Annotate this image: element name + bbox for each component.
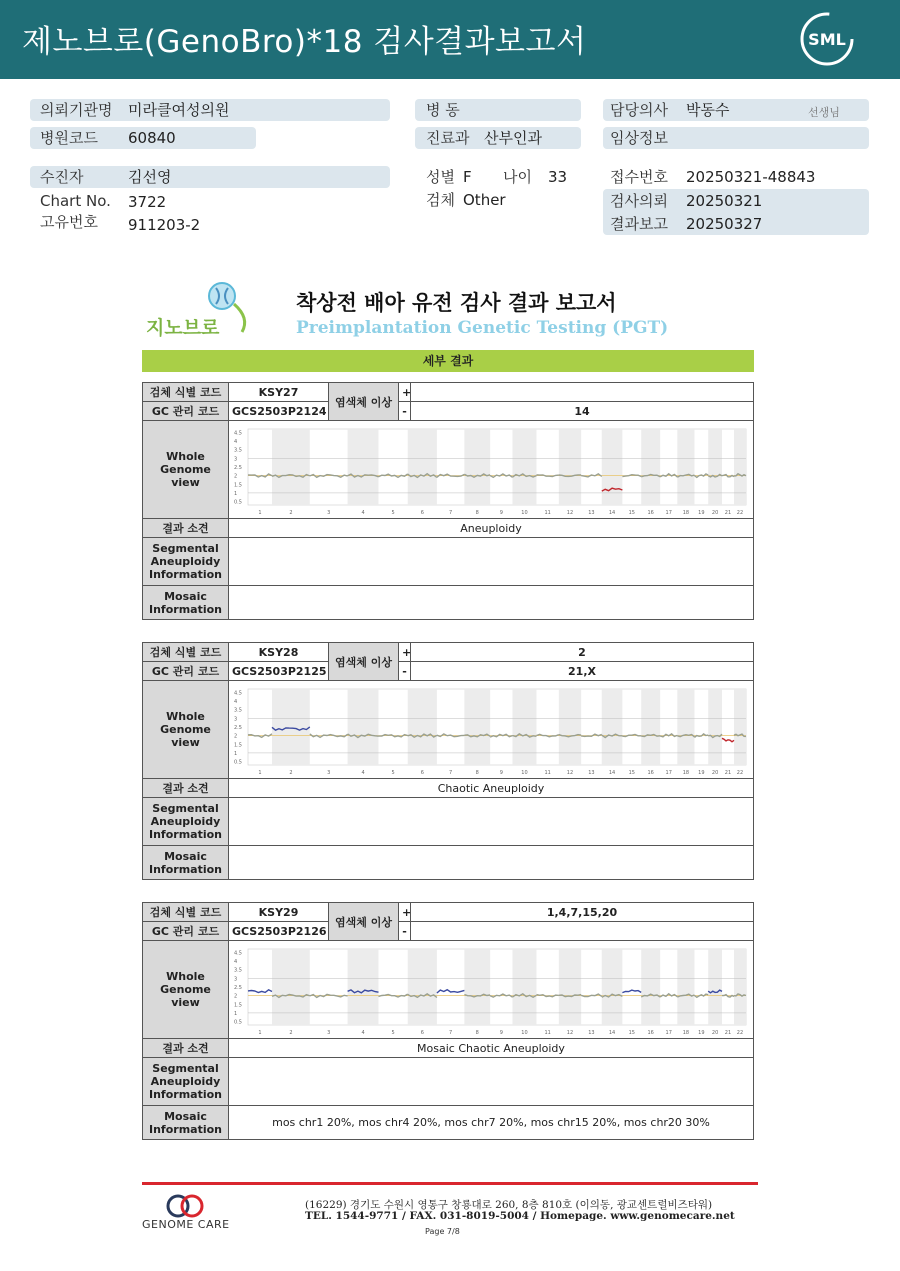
x-tick-label: 11	[544, 510, 551, 516]
chrom-band	[348, 689, 379, 765]
x-tick-label: 19	[698, 1030, 705, 1036]
chrom-band	[272, 429, 310, 505]
x-tick-label: 2	[289, 510, 293, 516]
y-tick-label: 1	[234, 1010, 238, 1017]
mosaic-value	[229, 586, 754, 620]
loss-value: 21,X	[411, 662, 754, 681]
doctor-label: 담당의사	[610, 101, 668, 119]
segmental-label: Segmental Aneuploidy Information	[143, 1058, 229, 1106]
whole-genome-label: Whole Genome view	[143, 941, 229, 1039]
sample-code: KSY27	[229, 383, 329, 402]
x-tick-label: 22	[736, 510, 744, 516]
segmental-value	[229, 538, 754, 586]
chrom-band	[272, 689, 310, 765]
dept-value: 산부인과	[484, 129, 542, 147]
x-tick-label: 4	[361, 510, 365, 516]
sample-table-2	[142, 642, 754, 880]
gc-code: GCS2503P2126	[229, 922, 329, 941]
sample-code-label: 검체 식별 코드	[143, 643, 229, 662]
x-tick-label: 15	[628, 510, 635, 516]
y-tick-label: 0.5	[234, 1019, 242, 1026]
page-title: 제노브로(GenoBro)*18 검사결과보고서	[22, 24, 587, 60]
y-tick-label: 2	[234, 733, 238, 740]
x-tick-label: 4	[361, 1030, 365, 1036]
clinical-label: 임상정보	[610, 129, 668, 147]
x-tick-label: 6	[420, 770, 424, 776]
x-tick-label: 14	[608, 770, 616, 776]
chrom-band	[602, 429, 623, 505]
x-tick-label: 3	[327, 770, 331, 776]
chrom-band	[464, 689, 490, 765]
x-tick-label: 21	[724, 510, 732, 516]
svg-text:지노브로: 지노브로	[146, 317, 220, 339]
chrom-band	[464, 429, 490, 505]
x-tick-label: 19	[698, 510, 705, 516]
x-tick-label: 13	[588, 510, 595, 516]
y-tick-label: 1	[234, 750, 238, 757]
x-tick-label: 16	[647, 1030, 654, 1036]
result-value: Aneuploidy	[229, 519, 754, 538]
x-tick-label: 3	[327, 510, 331, 516]
x-tick-label: 7	[449, 770, 453, 776]
y-tick-label: 4.5	[234, 690, 242, 697]
x-tick-label: 16	[647, 770, 654, 776]
gc-code-label: GC 관리 코드	[143, 922, 229, 941]
sml-logo	[800, 12, 854, 66]
x-tick-label: 14	[608, 510, 616, 516]
y-tick-label: 2.5	[234, 465, 242, 471]
x-tick-label: 9	[499, 510, 503, 516]
chrom-band	[641, 949, 660, 1025]
chart-value: 3722	[128, 193, 167, 211]
whole-genome-label: Whole Genome view	[143, 681, 229, 779]
chrom-band	[602, 949, 623, 1025]
chrom-band	[734, 429, 746, 505]
y-tick-label: 3.5	[234, 447, 242, 454]
whole-genome-label: Whole Genome view	[143, 421, 229, 519]
footer-address: (16229) 경기도 수원시 영통구 창룡대로 260, 8층 810호 (이의동, 광교센트럴비즈타워)	[305, 1199, 713, 1211]
x-tick-label: 2	[289, 1030, 293, 1036]
chrom-band	[708, 429, 722, 505]
hospital-label: 의뢰기관명	[40, 101, 113, 119]
minus-sign: -	[399, 662, 411, 681]
genome-plot	[232, 943, 752, 1036]
chrom-abn-label: 염색체 이상	[329, 903, 399, 941]
x-tick-label: 1	[258, 510, 262, 516]
report-title-en: Preimplantation Genetic Testing (PGT)	[296, 318, 669, 338]
specimen-value: Other	[463, 191, 506, 209]
x-tick-label: 18	[682, 510, 690, 516]
segmental-label: Segmental Aneuploidy Information	[143, 798, 229, 846]
x-tick-label: 11	[544, 1030, 551, 1036]
sample-table-3	[142, 902, 754, 1140]
x-tick-label: 20	[711, 1030, 719, 1036]
x-tick-label: 13	[588, 770, 595, 776]
request-label: 검사의뢰	[610, 192, 668, 210]
company-name: GENOME CARE	[142, 1218, 230, 1231]
y-tick-label: 3	[234, 976, 238, 983]
y-tick-label: 0.5	[234, 499, 242, 506]
sample-code: KSY28	[229, 643, 329, 662]
y-tick-label: 3.5	[234, 707, 242, 714]
section-detail-results: 세부 결과	[142, 350, 754, 372]
report-label: 결과보고	[610, 215, 668, 233]
chrom-band	[677, 429, 694, 505]
receipt-label: 접수번호	[610, 168, 668, 186]
chrom-band	[408, 689, 437, 765]
specimen-label: 검체	[426, 191, 455, 209]
gc-code: GCS2503P2124	[229, 402, 329, 421]
chrom-band	[708, 689, 722, 765]
hospital-code-value: 60840	[128, 129, 176, 147]
x-tick-label: 13	[588, 1030, 595, 1036]
x-tick-label: 10	[521, 1030, 528, 1036]
segmental-label: Segmental Aneuploidy Information	[143, 538, 229, 586]
loss-value: 14	[411, 402, 754, 421]
x-tick-label: 6	[420, 1030, 424, 1036]
x-tick-label: 21	[724, 770, 732, 776]
doctor-value: 박동수	[686, 101, 730, 119]
plot-frame	[248, 689, 746, 765]
x-tick-label: 4	[361, 770, 365, 776]
y-tick-label: 4.5	[234, 950, 242, 957]
svg-text:SML: SML	[808, 30, 846, 49]
ward-label: 병 동	[426, 101, 460, 119]
chrom-band	[641, 689, 660, 765]
x-tick-label: 22	[736, 1030, 744, 1036]
sample-code-label: 검체 식별 코드	[143, 903, 229, 922]
x-tick-label: 1	[258, 770, 262, 776]
x-tick-label: 11	[544, 770, 551, 776]
result-value: Chaotic Aneuploidy	[229, 779, 754, 798]
chrom-band	[408, 949, 437, 1025]
x-tick-label: 15	[628, 1030, 635, 1036]
report-value: 20250327	[686, 215, 763, 233]
x-tick-label: 16	[647, 510, 654, 516]
x-tick-label: 2	[289, 770, 293, 776]
mosaic-value: mos chr1 20%, mos chr4 20%, mos chr7 20%, mos chr15 20%, mos chr20 30%	[229, 1106, 754, 1140]
uid-label: 고유번호	[40, 213, 98, 231]
chrom-abn-label: 염색체 이상	[329, 383, 399, 421]
gain-value: 2	[411, 643, 754, 662]
gain-value	[411, 383, 754, 402]
sample-table-1	[142, 382, 754, 620]
gc-code: GCS2503P2125	[229, 662, 329, 681]
sample-code: KSY29	[229, 903, 329, 922]
y-tick-label: 2.5	[234, 985, 242, 991]
header-bar	[0, 0, 900, 79]
x-tick-label: 22	[736, 770, 744, 776]
patient-label: 수진자	[40, 168, 84, 186]
x-tick-label: 12	[566, 1030, 574, 1036]
plus-sign: +	[399, 383, 411, 402]
result-label: 결과 소견	[143, 779, 229, 798]
chrom-band	[708, 949, 722, 1025]
x-tick-label: 8	[475, 510, 479, 516]
x-tick-label: 15	[628, 770, 635, 776]
result-label: 결과 소견	[143, 1039, 229, 1058]
chrom-band	[734, 949, 746, 1025]
x-tick-label: 5	[391, 510, 395, 516]
mosaic-label: Mosaic Information	[143, 846, 229, 880]
doctor-suffix: 선생님	[808, 106, 840, 119]
sample-code-label: 검체 식별 코드	[143, 383, 229, 402]
genome-plot	[232, 423, 752, 516]
chrom-band	[677, 949, 694, 1025]
y-tick-label: 3	[234, 456, 238, 463]
x-tick-label: 3	[327, 1030, 331, 1036]
x-tick-label: 20	[711, 510, 719, 516]
plus-sign: +	[399, 903, 411, 922]
age-value: 33	[548, 168, 568, 186]
chrom-band	[641, 429, 660, 505]
segmental-value	[229, 798, 754, 846]
sex-label: 성별	[426, 168, 455, 186]
dept-label: 진료과	[426, 129, 470, 147]
x-tick-label: 21	[724, 1030, 732, 1036]
hospital-value: 미라클여성의원	[128, 101, 230, 119]
chrom-band	[348, 949, 379, 1025]
footer-contact: TEL. 1544-9771 / FAX. 031-8019-5004 / Homepage. www.genomecare.net	[305, 1210, 735, 1222]
hospital-code-label: 병원코드	[40, 129, 98, 147]
report-title-ko: 착상전 배아 유전 검사 결과 보고서	[296, 291, 617, 315]
chrom-abn-label: 염색체 이상	[329, 643, 399, 681]
x-tick-label: 14	[608, 1030, 616, 1036]
genobro-logo	[142, 280, 262, 342]
minus-sign: -	[399, 922, 411, 941]
plot-frame	[248, 429, 746, 505]
y-tick-label: 2	[234, 473, 238, 480]
x-tick-label: 20	[711, 770, 719, 776]
request-value: 20250321	[686, 192, 763, 210]
gc-code-label: GC 관리 코드	[143, 662, 229, 681]
patient-row	[30, 166, 390, 188]
y-tick-label: 3.5	[234, 967, 242, 974]
x-tick-label: 7	[449, 510, 453, 516]
chart-label: Chart No.	[40, 192, 111, 210]
x-tick-label: 18	[682, 770, 690, 776]
y-tick-label: 4.5	[234, 430, 242, 437]
gc-code-label: GC 관리 코드	[143, 402, 229, 421]
chrom-band	[512, 949, 536, 1025]
chrom-band	[348, 429, 379, 505]
x-tick-label: 6	[420, 510, 424, 516]
y-tick-label: 1	[234, 490, 238, 497]
x-tick-label: 17	[665, 510, 672, 516]
chrom-band	[602, 689, 623, 765]
sex-value: F	[463, 168, 472, 186]
x-tick-label: 8	[475, 770, 479, 776]
y-tick-label: 4	[234, 959, 238, 966]
chrom-band	[734, 689, 746, 765]
x-tick-label: 18	[682, 1030, 690, 1036]
mosaic-label: Mosaic Information	[143, 1106, 229, 1140]
chrom-band	[512, 429, 536, 505]
mosaic-value	[229, 846, 754, 880]
x-tick-label: 7	[449, 1030, 453, 1036]
chrom-band	[559, 689, 581, 765]
segmental-value	[229, 1058, 754, 1106]
loss-value	[411, 922, 754, 941]
x-tick-label: 10	[521, 510, 528, 516]
genome-plot	[232, 683, 752, 776]
y-tick-label: 1.5	[234, 482, 242, 489]
y-tick-label: 3	[234, 716, 238, 723]
chrom-band	[464, 949, 490, 1025]
result-label: 결과 소견	[143, 519, 229, 538]
chrom-band	[512, 689, 536, 765]
receipt-value: 20250321-48843	[686, 168, 816, 186]
x-tick-label: 12	[566, 510, 574, 516]
x-tick-label: 1	[258, 1030, 262, 1036]
x-tick-label: 5	[391, 1030, 395, 1036]
x-tick-label: 5	[391, 770, 395, 776]
y-tick-label: 2	[234, 993, 238, 1000]
chrom-band	[559, 949, 581, 1025]
gain-value: 1,4,7,15,20	[411, 903, 754, 922]
x-tick-label: 8	[475, 1030, 479, 1036]
y-tick-label: 1.5	[234, 1002, 242, 1009]
y-tick-label: 1.5	[234, 742, 242, 749]
footer-divider	[142, 1182, 758, 1185]
chrom-band	[559, 429, 581, 505]
y-tick-label: 4	[234, 699, 238, 706]
x-tick-label: 9	[499, 770, 503, 776]
y-tick-label: 2.5	[234, 725, 242, 731]
chrom-band	[272, 949, 310, 1025]
x-tick-label: 12	[566, 770, 574, 776]
page-number: Page 7/8	[425, 1227, 460, 1236]
plot-frame	[248, 949, 746, 1025]
patient-name: 김선영	[128, 168, 172, 186]
result-value: Mosaic Chaotic Aneuploidy	[229, 1039, 754, 1058]
mosaic-label: Mosaic Information	[143, 586, 229, 620]
plus-sign: +	[399, 643, 411, 662]
x-tick-label: 17	[665, 1030, 672, 1036]
age-label: 나이	[503, 168, 532, 186]
chrom-band	[408, 429, 437, 505]
x-tick-label: 9	[499, 1030, 503, 1036]
y-tick-label: 4	[234, 439, 238, 446]
x-tick-label: 10	[521, 770, 528, 776]
chrom-band	[677, 689, 694, 765]
uid-value: 911203-2	[128, 216, 201, 234]
x-tick-label: 17	[665, 770, 672, 776]
minus-sign: -	[399, 402, 411, 421]
x-tick-label: 19	[698, 770, 705, 776]
y-tick-label: 0.5	[234, 759, 242, 766]
